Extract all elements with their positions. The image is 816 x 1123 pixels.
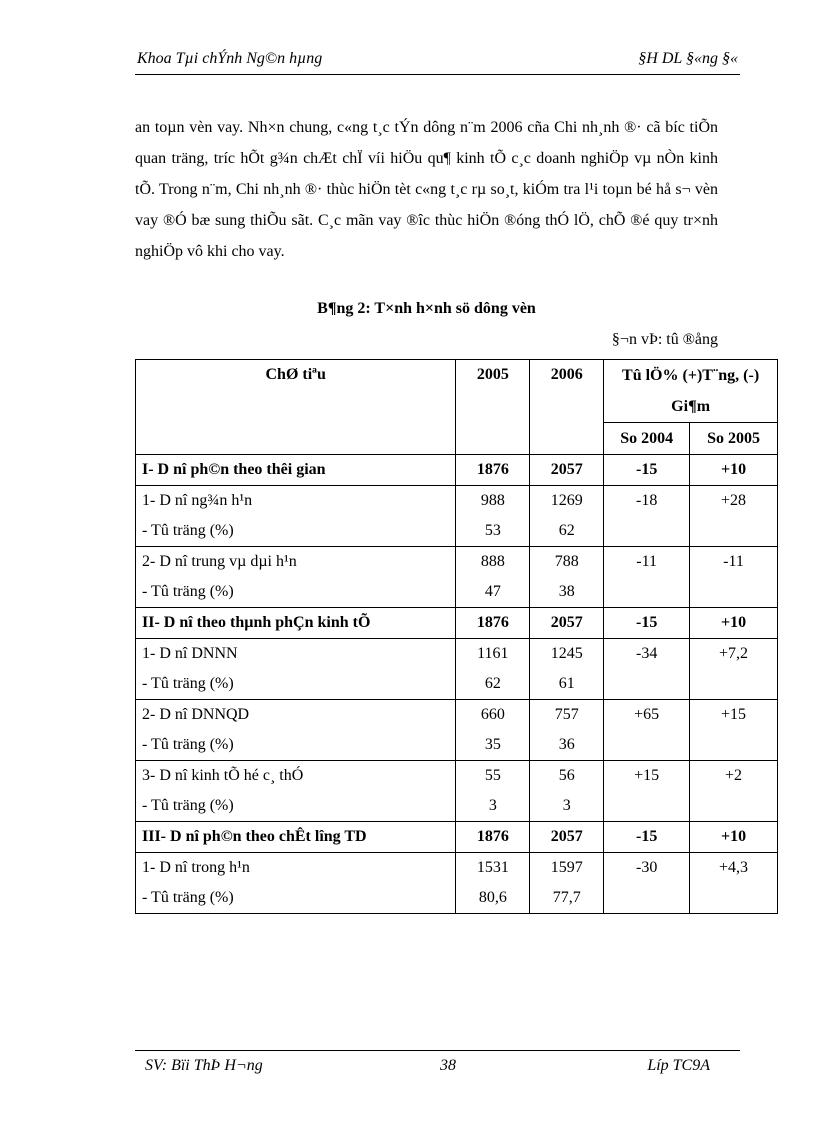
cell-2006-value: 2057	[550, 461, 583, 478]
cell-so-2004-value: +15	[634, 767, 660, 784]
cell-2006-value: 1245	[550, 645, 583, 662]
page-footer	[135, 1050, 740, 1077]
cell-2005-share: 47	[484, 583, 501, 600]
cell-2006-value: 757	[554, 706, 579, 723]
header-2006: 2006	[530, 360, 604, 455]
row-label	[136, 822, 456, 853]
row-label	[136, 639, 456, 700]
cell-so-2005	[690, 761, 778, 822]
cell-2005	[456, 608, 530, 639]
row-label-share: - Tû träng (%)	[142, 583, 234, 600]
cell-so-2005	[690, 700, 778, 761]
cell-2006	[530, 455, 604, 486]
cell-so-2005-value: +10	[720, 614, 747, 631]
cell-2006	[530, 700, 604, 761]
cell-2006-share: 38	[558, 583, 575, 600]
cell-2006-share: 36	[558, 736, 575, 753]
table-row	[136, 853, 778, 914]
cell-so-2005	[690, 455, 778, 486]
cell-2005-share: 35	[484, 736, 501, 753]
table-row	[136, 486, 778, 547]
header-so-2004: So 2004	[604, 423, 690, 455]
cell-2006-value: 2057	[550, 828, 583, 845]
cell-2005	[456, 700, 530, 761]
row-label	[136, 547, 456, 608]
cell-2006	[530, 486, 604, 547]
cell-2005-value: 1876	[476, 614, 509, 631]
row-label-share: - Tû träng (%)	[142, 736, 234, 753]
cell-so-2005-value: +28	[721, 492, 747, 509]
cell-2005-share: 53	[484, 522, 501, 539]
cell-so-2004-value: -30	[635, 859, 658, 876]
row-label-share: - Tû träng (%)	[142, 889, 234, 906]
page-header	[135, 50, 740, 75]
cell-2005-value: 660	[480, 706, 505, 723]
capital-usage-table	[135, 359, 778, 914]
table-section-row	[136, 608, 778, 639]
row-label-share: - Tû träng (%)	[142, 675, 234, 692]
row-label	[136, 455, 456, 486]
cell-2006	[530, 761, 604, 822]
row-label-share: - Tû träng (%)	[142, 522, 234, 539]
cell-so-2004	[604, 853, 690, 914]
header-indicator: ChØ tiªu	[136, 360, 456, 455]
table-header-row	[136, 360, 778, 423]
table-section-row	[136, 822, 778, 853]
row-label	[136, 761, 456, 822]
cell-so-2004	[604, 547, 690, 608]
cell-2006-share: 3	[562, 797, 571, 814]
table-section-row	[136, 455, 778, 486]
row-label-value: 2- D nî DNNQD	[142, 706, 250, 723]
cell-2005	[456, 761, 530, 822]
cell-so-2004-value: -15	[635, 614, 658, 631]
header-university: §H DL §«ng §«	[638, 50, 738, 67]
footer-class: Líp TC9A	[647, 1057, 710, 1074]
row-label-value: 3- D nî kinh tÕ hé c¸ thÓ	[142, 767, 304, 784]
header-2005: 2005	[456, 360, 530, 455]
cell-2005	[456, 455, 530, 486]
row-label-value: III- D nî ph©n theo chÊt lîng TD	[142, 828, 367, 845]
cell-so-2004	[604, 761, 690, 822]
table-row	[136, 700, 778, 761]
cell-2005	[456, 853, 530, 914]
cell-so-2005-value: +10	[720, 828, 747, 845]
cell-so-2004-value: -15	[635, 461, 658, 478]
cell-so-2004	[604, 700, 690, 761]
row-label-value: I- D nî ph©n theo thêi gian	[142, 461, 326, 478]
cell-2005-share: 62	[484, 675, 501, 692]
cell-2006-value: 1269	[550, 492, 583, 509]
cell-so-2004	[604, 455, 690, 486]
table-row	[136, 761, 778, 822]
cell-2005-value: 988	[480, 492, 505, 509]
cell-2005-share: 80,6	[478, 889, 507, 906]
row-label-value: 2- D nî trung vµ dµi h¹n	[142, 553, 297, 570]
table-row	[136, 639, 778, 700]
cell-so-2005	[690, 853, 778, 914]
cell-2005	[456, 547, 530, 608]
cell-so-2004-value: -11	[636, 553, 658, 570]
cell-so-2004	[604, 608, 690, 639]
footer-page-number: 38	[440, 1057, 456, 1074]
table-row	[136, 547, 778, 608]
cell-2006	[530, 822, 604, 853]
row-label	[136, 853, 456, 914]
cell-2006-value: 1597	[550, 859, 583, 876]
cell-2006	[530, 853, 604, 914]
cell-2005-value: 1531	[476, 859, 509, 876]
cell-so-2005	[690, 822, 778, 853]
table-body	[136, 455, 778, 914]
cell-2005	[456, 639, 530, 700]
cell-2005-value: 1876	[476, 828, 509, 845]
cell-2005-share: 3	[488, 797, 497, 814]
cell-2005-value: 1876	[476, 461, 509, 478]
cell-so-2005-value: +15	[721, 706, 747, 723]
header-change-ratio: Tû lÖ% (+)T¨ng, (-) Gi¶m	[604, 360, 778, 423]
cell-so-2005	[690, 639, 778, 700]
header-faculty: Khoa Tµi chÝnh Ng©n hµng	[137, 50, 323, 67]
table-title: B¶ng 2: T×nh h×nh sö dông vèn	[317, 300, 536, 317]
cell-so-2005-value: +4,3	[719, 859, 749, 876]
cell-so-2005-value: +7,2	[719, 645, 749, 662]
cell-2005	[456, 486, 530, 547]
table-unit: §¬n vÞ: tû ®ång	[611, 331, 718, 348]
cell-so-2005-value: -11	[723, 553, 744, 570]
row-label	[136, 486, 456, 547]
cell-so-2004-value: -18	[635, 492, 658, 509]
cell-2006	[530, 639, 604, 700]
row-label-value: 1- D nî DNNN	[142, 645, 238, 662]
cell-2006-share: 62	[558, 522, 575, 539]
cell-2005-value: 55	[484, 767, 501, 784]
cell-2006-value: 788	[554, 553, 579, 570]
row-label	[136, 700, 456, 761]
cell-so-2005	[690, 547, 778, 608]
row-label-value: II- D nî theo thµnh phÇn kinh tÕ	[142, 614, 371, 631]
cell-2006	[530, 547, 604, 608]
footer-student: SV: Bïi ThÞ H¬ng	[145, 1057, 263, 1074]
cell-2006-value: 56	[558, 767, 575, 784]
row-label-share: - Tû träng (%)	[142, 797, 234, 814]
row-label-value: 1- D nî ng¾n h¹n	[142, 492, 253, 509]
cell-so-2004	[604, 486, 690, 547]
body-paragraph: an toµn vèn vay. Nh×n chung, c«ng t¸c tÝn dông n¨m 2006 cña Chi nh¸nh ®· cã bíc tiÕn quan träng, tríc hÕt g¾n chÆt chÏ víi hiÖu qu¶ kinh tÕ c¸c doanh nghiÖp vµ nÒn kinh tÕ. Trong n¨m, Chi nh¸nh ®· thùc hiÖn tèt c«ng t¸c rµ so¸t, kiÓm tra l¹i toµn bé hå s¬ vèn vay ®Ó bæ sung thiÕu sãt. C¸c mãn vay ®îc thùc hiÖn ®óng thÓ lÖ, chÕ ®é quy tr×nh nghiÖp vô khi cho vay.	[135, 119, 718, 260]
cell-so-2005	[690, 486, 778, 547]
cell-so-2004-value: -34	[635, 645, 658, 662]
cell-so-2004-value: +65	[634, 706, 660, 723]
cell-2005	[456, 822, 530, 853]
cell-so-2005-value: +2	[725, 767, 743, 784]
cell-2005-value: 888	[480, 553, 505, 570]
cell-so-2005	[690, 608, 778, 639]
cell-so-2004	[604, 639, 690, 700]
header-so-2005: So 2005	[690, 423, 778, 455]
cell-2006-value: 2057	[550, 614, 583, 631]
cell-so-2004-value: -15	[635, 828, 658, 845]
cell-2006	[530, 608, 604, 639]
row-label	[136, 608, 456, 639]
cell-2005-value: 1161	[477, 645, 509, 662]
row-label-value: 1- D nî trong h¹n	[142, 859, 250, 876]
cell-so-2005-value: +10	[720, 461, 747, 478]
cell-2006-share: 77,7	[552, 889, 581, 906]
cell-2006-share: 61	[558, 675, 575, 692]
cell-so-2004	[604, 822, 690, 853]
